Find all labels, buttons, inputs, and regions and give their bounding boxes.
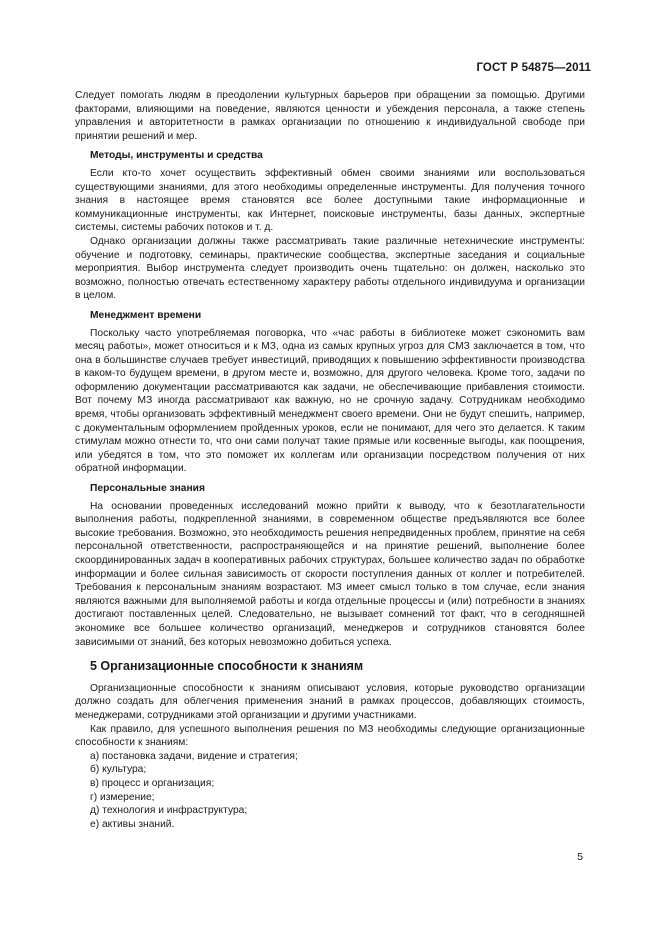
methods-paragraph-2: Однако организации должны также рассматривать такие различные нетехнические инструменты: обучение и подготовку, семинары, практические сообщества, экспертные заседания и социальные мероприятия. Выбор инструмента следует производить очень тщательно: он должен, насколько это возможно, полностью отвечать естественному характеру работы отдельного индивидуума и организации в целом. <box>75 235 585 302</box>
page-number: 5 <box>577 851 583 863</box>
list-item: г) измерение; <box>90 791 155 803</box>
list-item: а) постановка задачи, видение и стратегия; <box>90 750 298 762</box>
capabilities-list <box>75 750 585 832</box>
section-5-paragraph-1: Организационные способности к знаниям описывают условия, которые руководство организации должно создать для облегчения применения знаний в рамках процессов, добавляющих стоимость, менеджерами, сотрудниками этой организации и другими участниками. <box>75 682 585 721</box>
section-5-heading: 5 Организационные способности к знаниям <box>90 659 364 674</box>
time-management-paragraph: Поскольку часто употребляемая поговорка, что «час работы в библиотеке может сэкономить вам месяц работы», может относиться и к МЗ, одна из самых крупных угроз для СМЗ заключается в том, что она в большинстве случаев требует инвестиций, приводящих к повышению эффективности производства в каком-то будущем времени, в другом месте и, возможно, для другого человека. Кроме того, задачи по оформлению документации рассматриваются как задачи, не обеспечивающие прибавления стоимости. Вот почему МЗ иногда рассматривают как важную, но не срочную задачу. Сотрудникам необходимо время, чтобы организовать эффективный менеджмент своего времени. Они не будут спешить, например, с документальным оформлением пройденных уроков, если не понимают, для чего это делается. К таким стимулам можно отнести то, что они сами получат такие прямые или косвенные выгоды, как поощрения, или убедятся в том, что это поможет их коллегам или организации посредством получения от них обратной информации. <box>75 327 585 475</box>
document-body <box>75 89 585 831</box>
personal-knowledge-heading: Персональные знания <box>90 483 205 495</box>
intro-paragraph: Следует помогать людям в преодолении культурных барьеров при обращении за помощью. Другими факторами, влияющими на поведение, являются ценности и убеждения персонала, а также степень управления и авторитетности в рамках организации по отношению к индивидуальной свободе при принятии решений и мер. <box>75 90 585 142</box>
list-item: в) процесс и организация; <box>90 777 215 789</box>
list-item: д) технология и инфраструктура; <box>90 805 248 817</box>
time-management-heading: Менеджмент времени <box>90 309 202 321</box>
methods-heading: Методы, инструменты и средства <box>90 150 263 162</box>
list-item: е) активы знаний. <box>90 818 175 830</box>
personal-knowledge-paragraph: На основании проведенных исследований можно прийти к выводу, что к безотлагательности выполнения работы, подкрепленной знаниями, в современном обществе предъявляются все более высокие требования. Возможно, это необходимость решения непредвиденных проблем, принятие на себя персональной ответственности, распространяющейся и на принятие решений, выполнение более скоординированных задач в кооперативных рабочих структурах, большее количество задач по обработке информации и более сильная зависимость от скорости поступления данных от коллег и потребителей. Требования к персональным знаниям возрастают. МЗ имеет смысл только в том случае, если знания являются важными для выполняемой работы и когда отдельные процессы и (или) потребности в знаниях достигают поставленных целей. Следовательно, не вызывает сомнений тот факт, что в сегодняшней экономике все большее количество организаций, менеджеров и сотрудников становятся более зависимыми от знаний, без которых невозможно добиться успеха. <box>75 500 585 648</box>
list-item: б) культура; <box>90 764 147 776</box>
section-5-paragraph-2: Как правило, для успешного выполнения решения по МЗ необходимы следующие организационные способности к знаниям: <box>75 723 585 749</box>
methods-paragraph-1: Если кто-то хочет осуществить эффективный обмен своими знаниями или воспользоваться существующими знаниями, для этого необходимы определенные инструменты. Для получения точного знания в настоящее время становятся все более доступными такие информационные и коммуникационные инструменты, как Интернет, поисковые инструменты, базы данных, экспертные системы, системы рабочих потоков и т. д. <box>75 167 585 234</box>
document-standard-id: ГОСТ Р 54875—2011 <box>476 62 591 74</box>
